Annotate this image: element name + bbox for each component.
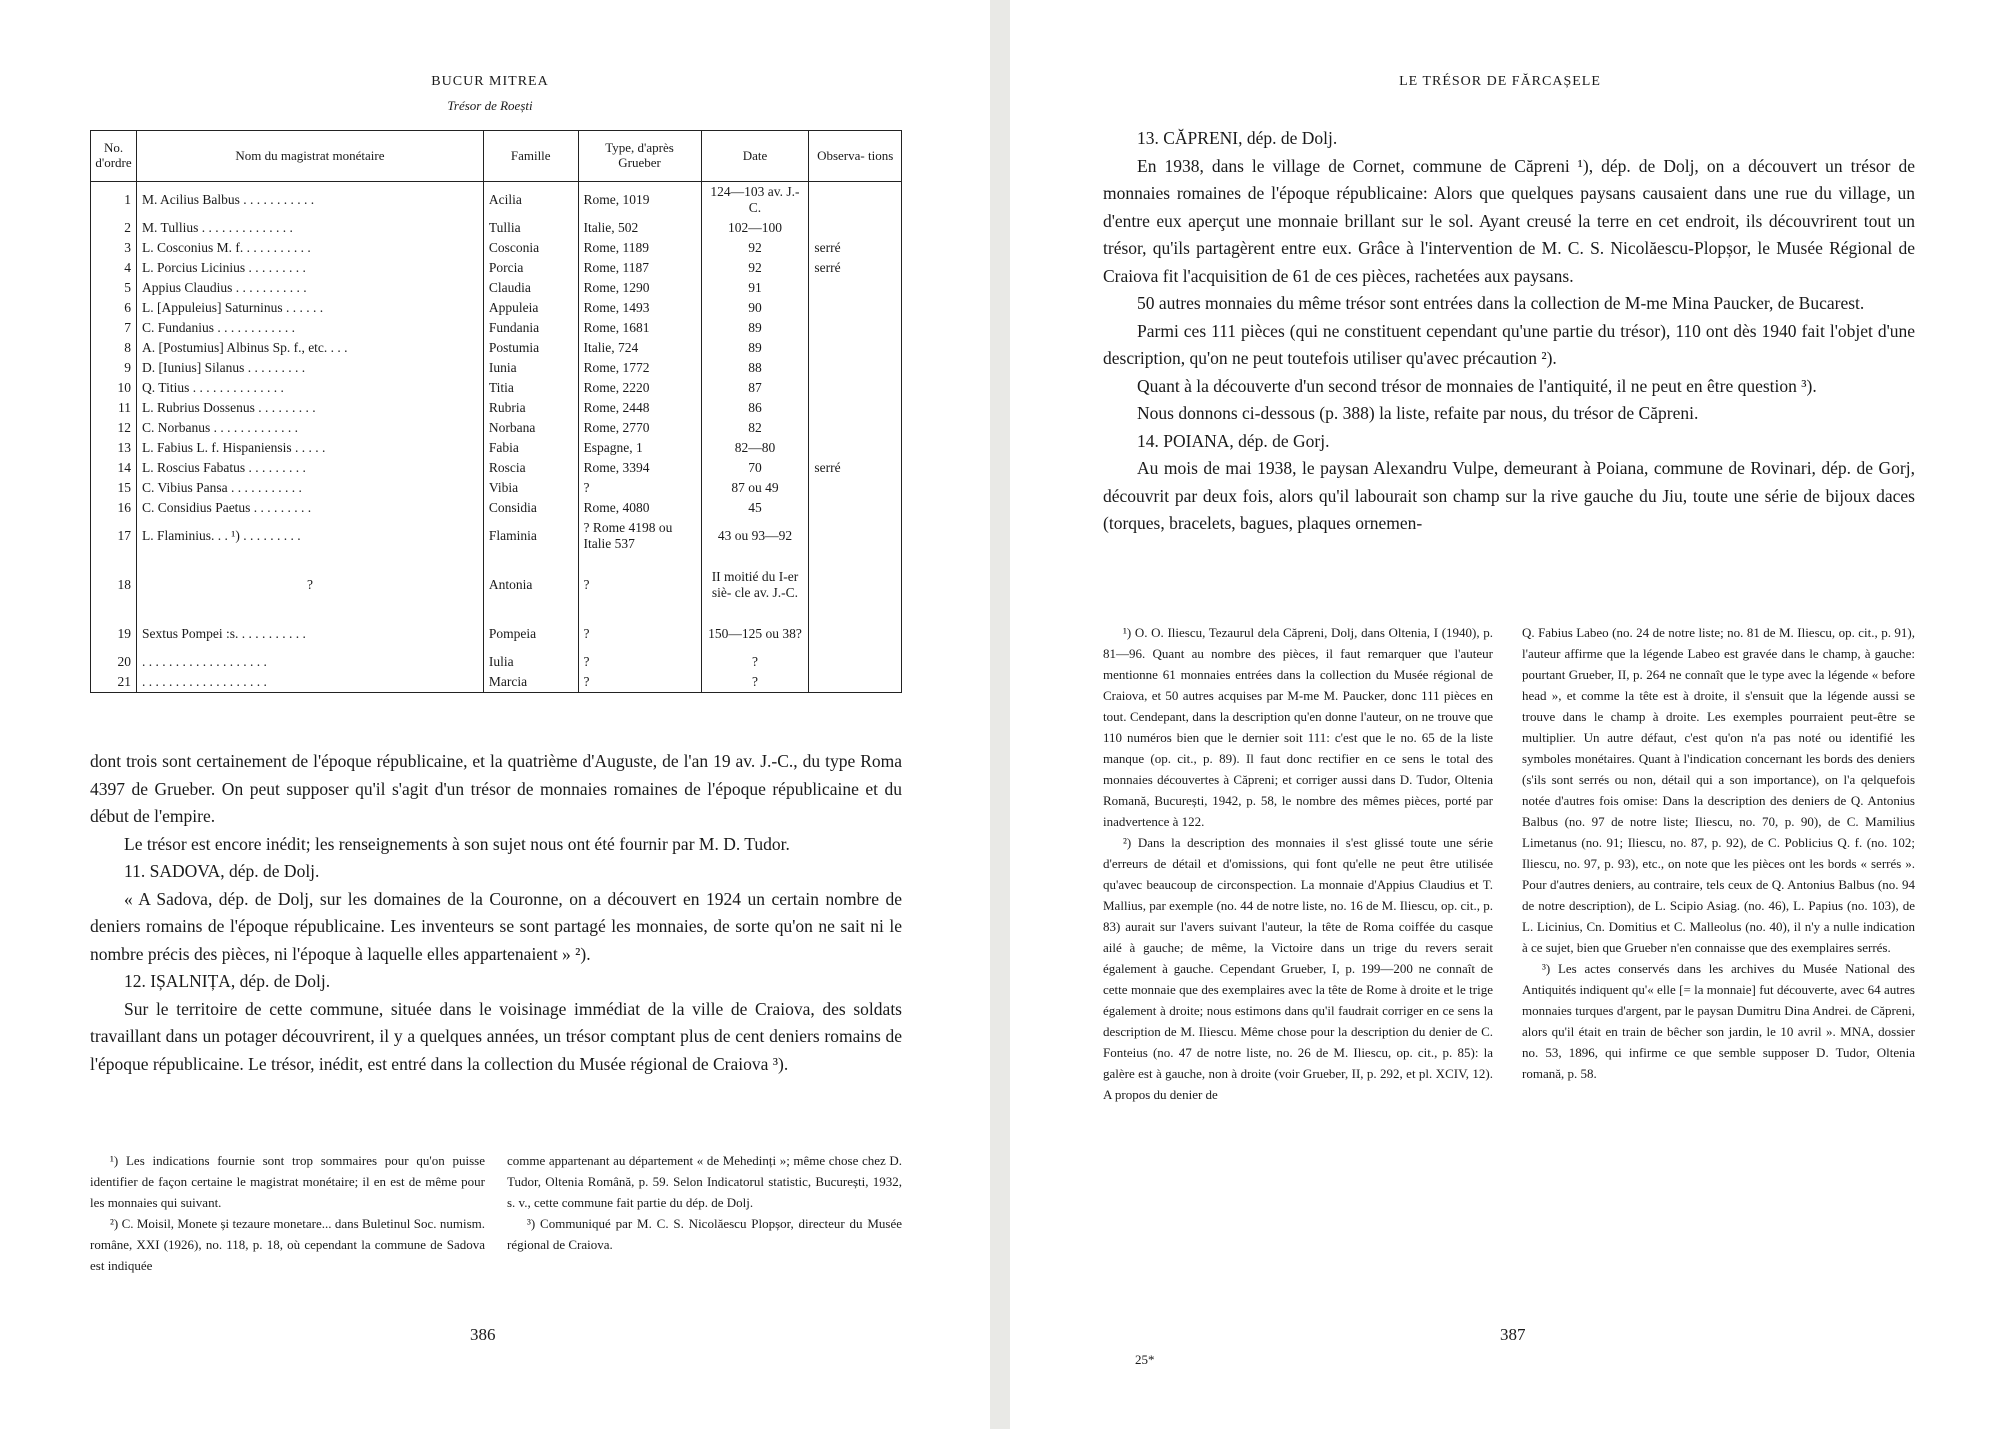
- footnote: ¹) Les indications fournie sont trop sommaires pour qu'on puisse identifier de façon certaine le magistrat monétaire; il en est de même pour les monnaies qui suivant.: [90, 1153, 485, 1210]
- family-name: Iunia: [483, 358, 578, 378]
- table-row: [91, 318, 902, 338]
- observation: [809, 338, 902, 358]
- left-body-text: [90, 748, 902, 1078]
- magistrate-name: C. Considius Paetus . . . . . . . . .: [137, 498, 484, 518]
- grueber-type: Rome, 1189: [578, 238, 701, 258]
- date-value: 82—80: [701, 438, 809, 458]
- magistrate-name: A. [Postumius] Albinus Sp. f., etc. . . .: [137, 338, 484, 358]
- paragraph: Le trésor est encore inédit; les renseignements à son sujet nous ont été fournir par M. D. Tudor.: [124, 833, 790, 854]
- family-name: Titia: [483, 378, 578, 398]
- grueber-type: ?: [578, 672, 701, 693]
- magistrate-name: L. Porcius Licinius . . . . . . . . .: [137, 258, 484, 278]
- observation: [809, 554, 902, 616]
- row-number: 19: [91, 616, 137, 652]
- paragraph: 50 autres monnaies du même trésor sont entrées dans la collection de M-me Mina Paucker, de Bucarest.: [1137, 293, 1865, 313]
- table-row: [91, 478, 902, 498]
- section-heading: 12. IȘALNIȚA, dép. de Dolj.: [124, 971, 331, 991]
- date-value: 70: [701, 458, 809, 478]
- row-number: 2: [91, 218, 137, 238]
- row-number: 1: [91, 182, 137, 219]
- row-number: 11: [91, 398, 137, 418]
- date-value: 102—100: [701, 218, 809, 238]
- row-number: 7: [91, 318, 137, 338]
- paragraph: Parmi ces 111 pièces (qui ne constituent cependant qu'une partie du trésor), 110 ont dès 1940 fait l'objet d'une description, qu'on ne peut toutefois utiliser qu'avec précaution ²).: [1103, 320, 1915, 368]
- page-number: 387: [1500, 1325, 1526, 1344]
- coin-table: [90, 130, 902, 693]
- row-number: 12: [91, 418, 137, 438]
- magistrate-name: D. [Iunius] Silanus . . . . . . . . .: [137, 358, 484, 378]
- table-row: [91, 498, 902, 518]
- book-gutter: [990, 0, 1010, 1429]
- family-name: Considia: [483, 498, 578, 518]
- table-row: [91, 258, 902, 278]
- date-value: II moitié du I-er siè- cle av. J.-C.: [701, 554, 809, 616]
- magistrate-name: L. Flaminius. . . ¹) . . . . . . . . .: [137, 518, 484, 554]
- observation: [809, 498, 902, 518]
- table-row: [91, 358, 902, 378]
- observation: [809, 182, 902, 219]
- paragraph: En 1938, dans le village de Cornet, commune de Căpreni ¹), dép. de Dolj, on a découvert un trésor de monnaies romaines de l'époque républicaine: Alors que quelques paysans causaient dans une rue du village, un d'entre eux aperçut une monnaie brillant sur le sol. Ayant creusé la terre en cet endroit, ils découvrirent tout un trésor, qu'ils partagèrent entre eux. Grâce à l'intervention de M. C. S. Nicolăescu-Plopșor, le Musée Régional de Craiova fit l'acquisition de 61 de ces pièces, rachetées aux paysans.: [1103, 155, 1915, 286]
- paragraph: dont trois sont certainement de l'époque républicaine, et la quatrième d'Auguste, de l'an 19 av. J.-C., du type Roma 4397 de Grueber. On peut supposer qu'il s'agit d'un trésor de monnaies romaines de l'époque républicaine et du début de l'empire.: [90, 751, 902, 826]
- magistrate-name: C. Norbanus . . . . . . . . . . . . .: [137, 418, 484, 438]
- grueber-type: ?: [578, 554, 701, 616]
- observation: serré: [809, 258, 902, 278]
- observation: [809, 418, 902, 438]
- row-number: 17: [91, 518, 137, 554]
- observation: serré: [809, 238, 902, 258]
- table-row: [91, 182, 902, 219]
- grueber-type: Rome, 1290: [578, 278, 701, 298]
- date-value: 87 ou 49: [701, 478, 809, 498]
- family-name: Appuleia: [483, 298, 578, 318]
- date-value: 92: [701, 238, 809, 258]
- table-row: [91, 398, 902, 418]
- table-row: [91, 338, 902, 358]
- footnote: ³) Les actes conservés dans les archives du Musée National des Antiquités indiquent qu'« elle [= la monnaie] fut découverte, avec 64 autres monnaies turques d'argent, par le paysan Dumitru Dina Andrei. de Căpreni, alors qu'il était en train de bêcher son jardin, le 10 avril ». MNA, dossier no. 53, 1896, qui infirme ce que semble supposer D. Tudor, Oltenia romană, p. 58.: [1522, 961, 1915, 1081]
- magistrate-name: C. Fundanius . . . . . . . . . . . .: [137, 318, 484, 338]
- grueber-type: Rome, 1681: [578, 318, 701, 338]
- row-number: 13: [91, 438, 137, 458]
- row-number: 20: [91, 652, 137, 672]
- right-page: [1010, 0, 2000, 1429]
- magistrate-name: Q. Titius . . . . . . . . . . . . . .: [137, 378, 484, 398]
- running-subhead: Trésor de Roești: [447, 98, 533, 113]
- footnotes-right-col2: [1522, 622, 1915, 1084]
- magistrate-name: M. Acilius Balbus . . . . . . . . . . .: [137, 182, 484, 219]
- table-row: [91, 458, 902, 478]
- family-name: Antonia: [483, 554, 578, 616]
- col-header-magistrate: Nom du magistrat monétaire: [137, 131, 484, 182]
- table-row: [91, 652, 902, 672]
- family-name: Porcia: [483, 258, 578, 278]
- magistrate-name: . . . . . . . . . . . . . . . . . . .: [137, 652, 484, 672]
- date-value: 124—103 av. J.-C.: [701, 182, 809, 219]
- grueber-type: Rome, 2448: [578, 398, 701, 418]
- footnote: ²) Dans la description des monnaies il s'est glissé toute une série d'erreurs de détail et d'omissions, qui font qu'elle ne peut être utilisée qu'avec beaucoup de circonspection. La monnaie d'Appius Claudius et T. Mallius, par exemple (no. 44 de notre liste, no. 16 de M. Iliescu, op. cit., p. 83) aurait sur l'avers suivant l'auteur, la tête de Roma coiffée du casque ailé à gauche; de même, la Victoire dans un trige du revers serait également à gauche. Cependant Grueber, I, p. 199—200 ne connaît de cette monnaie que des exemplaires avec la tête de Rome à droite et le trige également à droite; nous estimons dans qu'il faudrait corriger en ce sens la description de M. Iliescu. Même chose pour la description du denier de C. Fonteius (no. 47 de notre liste, no. 26 de M. Iliescu, op. cit., p. 85): la galère est à gauche, non à droite (voir Grueber, II, p. 292, et pl. XCIV, 12). A propos du denier de: [1103, 835, 1493, 1102]
- grueber-type: Italie, 724: [578, 338, 701, 358]
- table-header-row: [91, 131, 902, 182]
- col-header-family: Famille: [483, 131, 578, 182]
- grueber-type: Rome, 4080: [578, 498, 701, 518]
- table-row: [91, 518, 902, 554]
- date-value: 89: [701, 318, 809, 338]
- magistrate-name: ?: [137, 554, 484, 616]
- date-value: 90: [701, 298, 809, 318]
- grueber-type: ?: [578, 478, 701, 498]
- footnote: ²) C. Moisil, Monete și tezaure monetare... dans Buletinul Soc. numism. române, XXI (1926), no. 118, p. 18, où cependant la commune de Sadova est indiquée: [90, 1216, 485, 1273]
- date-value: 91: [701, 278, 809, 298]
- magistrate-name: Appius Claudius . . . . . . . . . . .: [137, 278, 484, 298]
- observation: [809, 438, 902, 458]
- grueber-type: Rome, 1493: [578, 298, 701, 318]
- grueber-type: Rome, 2770: [578, 418, 701, 438]
- row-number: 14: [91, 458, 137, 478]
- paragraph: « A Sadova, dép. de Dolj, sur les domaines de la Couronne, on a découvert en 1924 un certain nombre de deniers romains de l'époque républicaine. Les inventeurs se sont partagé les monnaies, de sorte qu'on ne sait ni le nombre précis des pièces, ni l'époque à laquelle elles appartenaient » ²).: [90, 888, 902, 964]
- table-row: [91, 554, 902, 616]
- family-name: Marcia: [483, 672, 578, 693]
- observation: [809, 278, 902, 298]
- table-row: [91, 298, 902, 318]
- magistrate-name: M. Tullius . . . . . . . . . . . . . .: [137, 218, 484, 238]
- grueber-type: Espagne, 1: [578, 438, 701, 458]
- family-name: Pompeia: [483, 616, 578, 652]
- observation: [809, 652, 902, 672]
- footnote: ³) Communiqué par M. C. S. Nicolăescu Plopșor, directeur du Musée régional de Craiova.: [507, 1216, 902, 1252]
- row-number: 3: [91, 238, 137, 258]
- col-header-type: Type, d'après Grueber: [578, 131, 701, 182]
- footnote: Q. Fabius Labeo (no. 24 de notre liste; no. 81 de M. Iliescu, op. cit., p. 91), l'auteur affirme que la légende Labeo est gravée dans le champ, à gauche: pourtant Grueber, II, p. 264 ne connaît que le type avec la légende « before head », et comme la tête est à droite, il s'ensuit que la légende aussi se trouve dans le champ à droite. Les exemples pourraient peut-être se multiplier. Un autre défaut, c'est qu'on n'a pas noté ou identifié les symboles monétaires. Quant à l'indication concernant les bords des deniers (s'ils sont serrés ou non, détail qui a son importance), on l'a qelquefois notée d'autres fois omise: Dans la description des deniers de Q. Antonius Balbus (no. 97 de notre liste; Iliescu, no. 70, p. 90), de C. Mamilius Limetanus (no. 91; Iliescu, no. 87, p. 92), de C. Poblicius Q. f. (no. 102; Iliescu, no. 97, p. 93), etc., on note que les pièces ont les bords « serrés ». Pour d'autres deniers, au contraire, tels ceux de Q. Antonius Balbus (no. 94 de notre description), de L. Scipio Asiag. (no. 46), L. Papius (no. 103), de L. Licinius, Cn. Domitius et C. Malleolus (no. 40), il n'y a nulle indication à ce sujet, bien que Grueber n'en connaisse que des exemplaires serrés.: [1522, 625, 1915, 955]
- family-name: Cosconia: [483, 238, 578, 258]
- grueber-type: Rome, 1772: [578, 358, 701, 378]
- footnote: ¹) O. O. Iliescu, Tezaurul dela Căpreni, Dolj, dans Oltenia, I (1940), p. 81—96. Quant au nombre des pièces, il faut remarquer que l'auteur mentionne 61 monnaies entrées dans la collection du Musée régional de Craiova, et 50 autres acquises par M-me M. Paucker, donc 111 pièces en tout. Cendepant, dans la description qu'en donne l'auteur, on ne trouve que 110 numéros bien que le dernier soit 111: c'est que le no. 65 de la liste manque (op. cit., p. 89). Il faut donc rectifier en ce sens le total des monnaies découvertes à Căpreni; et corriger aussi dans D. Tudor, Oltenia Romană, București, 1942, p. 58, le nombre des mêmes pièces, porté par inadvertence à 122.: [1103, 625, 1493, 829]
- table-row: [91, 616, 902, 652]
- date-value: ?: [701, 652, 809, 672]
- grueber-type: Rome, 3394: [578, 458, 701, 478]
- footnotes-left-col2: [507, 1150, 902, 1255]
- observation: [809, 358, 902, 378]
- date-value: ?: [701, 672, 809, 693]
- section-heading: 11. SADOVA, dép. de Dolj.: [124, 861, 320, 881]
- observation: [809, 672, 902, 693]
- magistrate-name: L. Fabius L. f. Hispaniensis . . . . .: [137, 438, 484, 458]
- grueber-type: Rome, 1019: [578, 182, 701, 219]
- family-name: Norbana: [483, 418, 578, 438]
- col-header-number: No. d'ordre: [91, 131, 137, 182]
- right-body-text: [1103, 125, 1915, 538]
- observation: [809, 298, 902, 318]
- date-value: 88: [701, 358, 809, 378]
- date-value: 43 ou 93—92: [701, 518, 809, 554]
- family-name: Fundania: [483, 318, 578, 338]
- observation: [809, 518, 902, 554]
- family-name: Postumia: [483, 338, 578, 358]
- grueber-type: Rome, 1187: [578, 258, 701, 278]
- table-row: [91, 378, 902, 398]
- date-value: 92: [701, 258, 809, 278]
- date-value: 150—125 ou 38?: [701, 616, 809, 652]
- observation: [809, 218, 902, 238]
- running-head: LE TRÉSOR DE FĂRCAȘELE: [1399, 74, 1601, 89]
- observation: [809, 378, 902, 398]
- signature-mark: 25*: [1135, 1352, 1155, 1367]
- observation: [809, 318, 902, 338]
- grueber-type: Rome, 2220: [578, 378, 701, 398]
- row-number: 8: [91, 338, 137, 358]
- footnotes-left-col1: [90, 1150, 485, 1276]
- date-value: 45: [701, 498, 809, 518]
- date-value: 87: [701, 378, 809, 398]
- col-header-observations: Observa- tions: [809, 131, 902, 182]
- family-name: Vibia: [483, 478, 578, 498]
- row-number: 21: [91, 672, 137, 693]
- grueber-type: ?: [578, 652, 701, 672]
- magistrate-name: . . . . . . . . . . . . . . . . . . .: [137, 672, 484, 693]
- table-row: [91, 672, 902, 693]
- row-number: 9: [91, 358, 137, 378]
- table-row: [91, 238, 902, 258]
- family-name: Roscia: [483, 458, 578, 478]
- table-row: [91, 418, 902, 438]
- row-number: 15: [91, 478, 137, 498]
- date-value: 82: [701, 418, 809, 438]
- left-page: [0, 0, 990, 1429]
- footnotes-right-col1: [1103, 622, 1493, 1105]
- paragraph: Nous donnons ci-dessous (p. 388) la liste, refaite par nous, du trésor de Căpreni.: [1137, 403, 1699, 423]
- paragraph: Sur le territoire de cette commune, située dans le voisinage immédiat de la ville de Craiova, des soldats travaillant dans un potager découvrirent, il y a quelques années, un trésor comptant plus de cent deniers romains de l'époque républicaine. Le trésor, inédit, est entré dans la collection du Musée régional de Craiova ³).: [90, 998, 902, 1074]
- magistrate-name: L. Cosconius M. f. . . . . . . . . . .: [137, 238, 484, 258]
- date-value: 89: [701, 338, 809, 358]
- row-number: 6: [91, 298, 137, 318]
- family-name: Rubria: [483, 398, 578, 418]
- family-name: Iulia: [483, 652, 578, 672]
- row-number: 4: [91, 258, 137, 278]
- paragraph: Au mois de mai 1938, le paysan Alexandru Vulpe, demeurant à Poiana, commune de Rovinari, dép. de Gorj, découvrit par deux fois, alors qu'il labourait son champ sur la rive gauche du Jiu, toute une série de bijoux daces (torques, bracelets, bagues, plaques ornemen-: [1103, 458, 1915, 533]
- grueber-type: ? Rome 4198 ou Italie 537: [578, 518, 701, 554]
- row-number: 18: [91, 554, 137, 616]
- magistrate-name: L. Roscius Fabatus . . . . . . . . .: [137, 458, 484, 478]
- observation: [809, 478, 902, 498]
- observation: [809, 398, 902, 418]
- family-name: Acilia: [483, 182, 578, 219]
- grueber-type: ?: [578, 616, 701, 652]
- magistrate-name: L. [Appuleius] Saturninus . . . . . .: [137, 298, 484, 318]
- running-head: BUCUR MITREA: [431, 74, 549, 89]
- paragraph: Quant à la découverte d'un second trésor de monnaies de l'antiquité, il ne peut en être question ³).: [1137, 375, 1817, 396]
- footnote: comme appartenant au département « de Mehedinți »; même chose chez D. Tudor, Oltenia Română, p. 59. Selon Indicatorul statistic, București, 1932, s. v., cette commune fait partie du dép. de Dolj.: [507, 1153, 902, 1210]
- family-name: Claudia: [483, 278, 578, 298]
- page-number: 386: [470, 1325, 496, 1344]
- section-heading: 14. POIANA, dép. de Gorj.: [1137, 430, 1330, 451]
- family-name: Tullia: [483, 218, 578, 238]
- row-number: 5: [91, 278, 137, 298]
- magistrate-name: Sextus Pompei :s. . . . . . . . . . .: [137, 616, 484, 652]
- section-heading: 13. CĂPRENI, dép. de Dolj.: [1137, 128, 1338, 148]
- grueber-type: Italie, 502: [578, 218, 701, 238]
- family-name: Flaminia: [483, 518, 578, 554]
- row-number: 16: [91, 498, 137, 518]
- family-name: Fabia: [483, 438, 578, 458]
- table-row: [91, 278, 902, 298]
- date-value: 86: [701, 398, 809, 418]
- observation: [809, 616, 902, 652]
- magistrate-name: C. Vibius Pansa . . . . . . . . . . .: [137, 478, 484, 498]
- magistrate-name: L. Rubrius Dossenus . . . . . . . . .: [137, 398, 484, 418]
- table-row: [91, 218, 902, 238]
- row-number: 10: [91, 378, 137, 398]
- table-row: [91, 438, 902, 458]
- col-header-date: Date: [701, 131, 809, 182]
- observation: serré: [809, 458, 902, 478]
